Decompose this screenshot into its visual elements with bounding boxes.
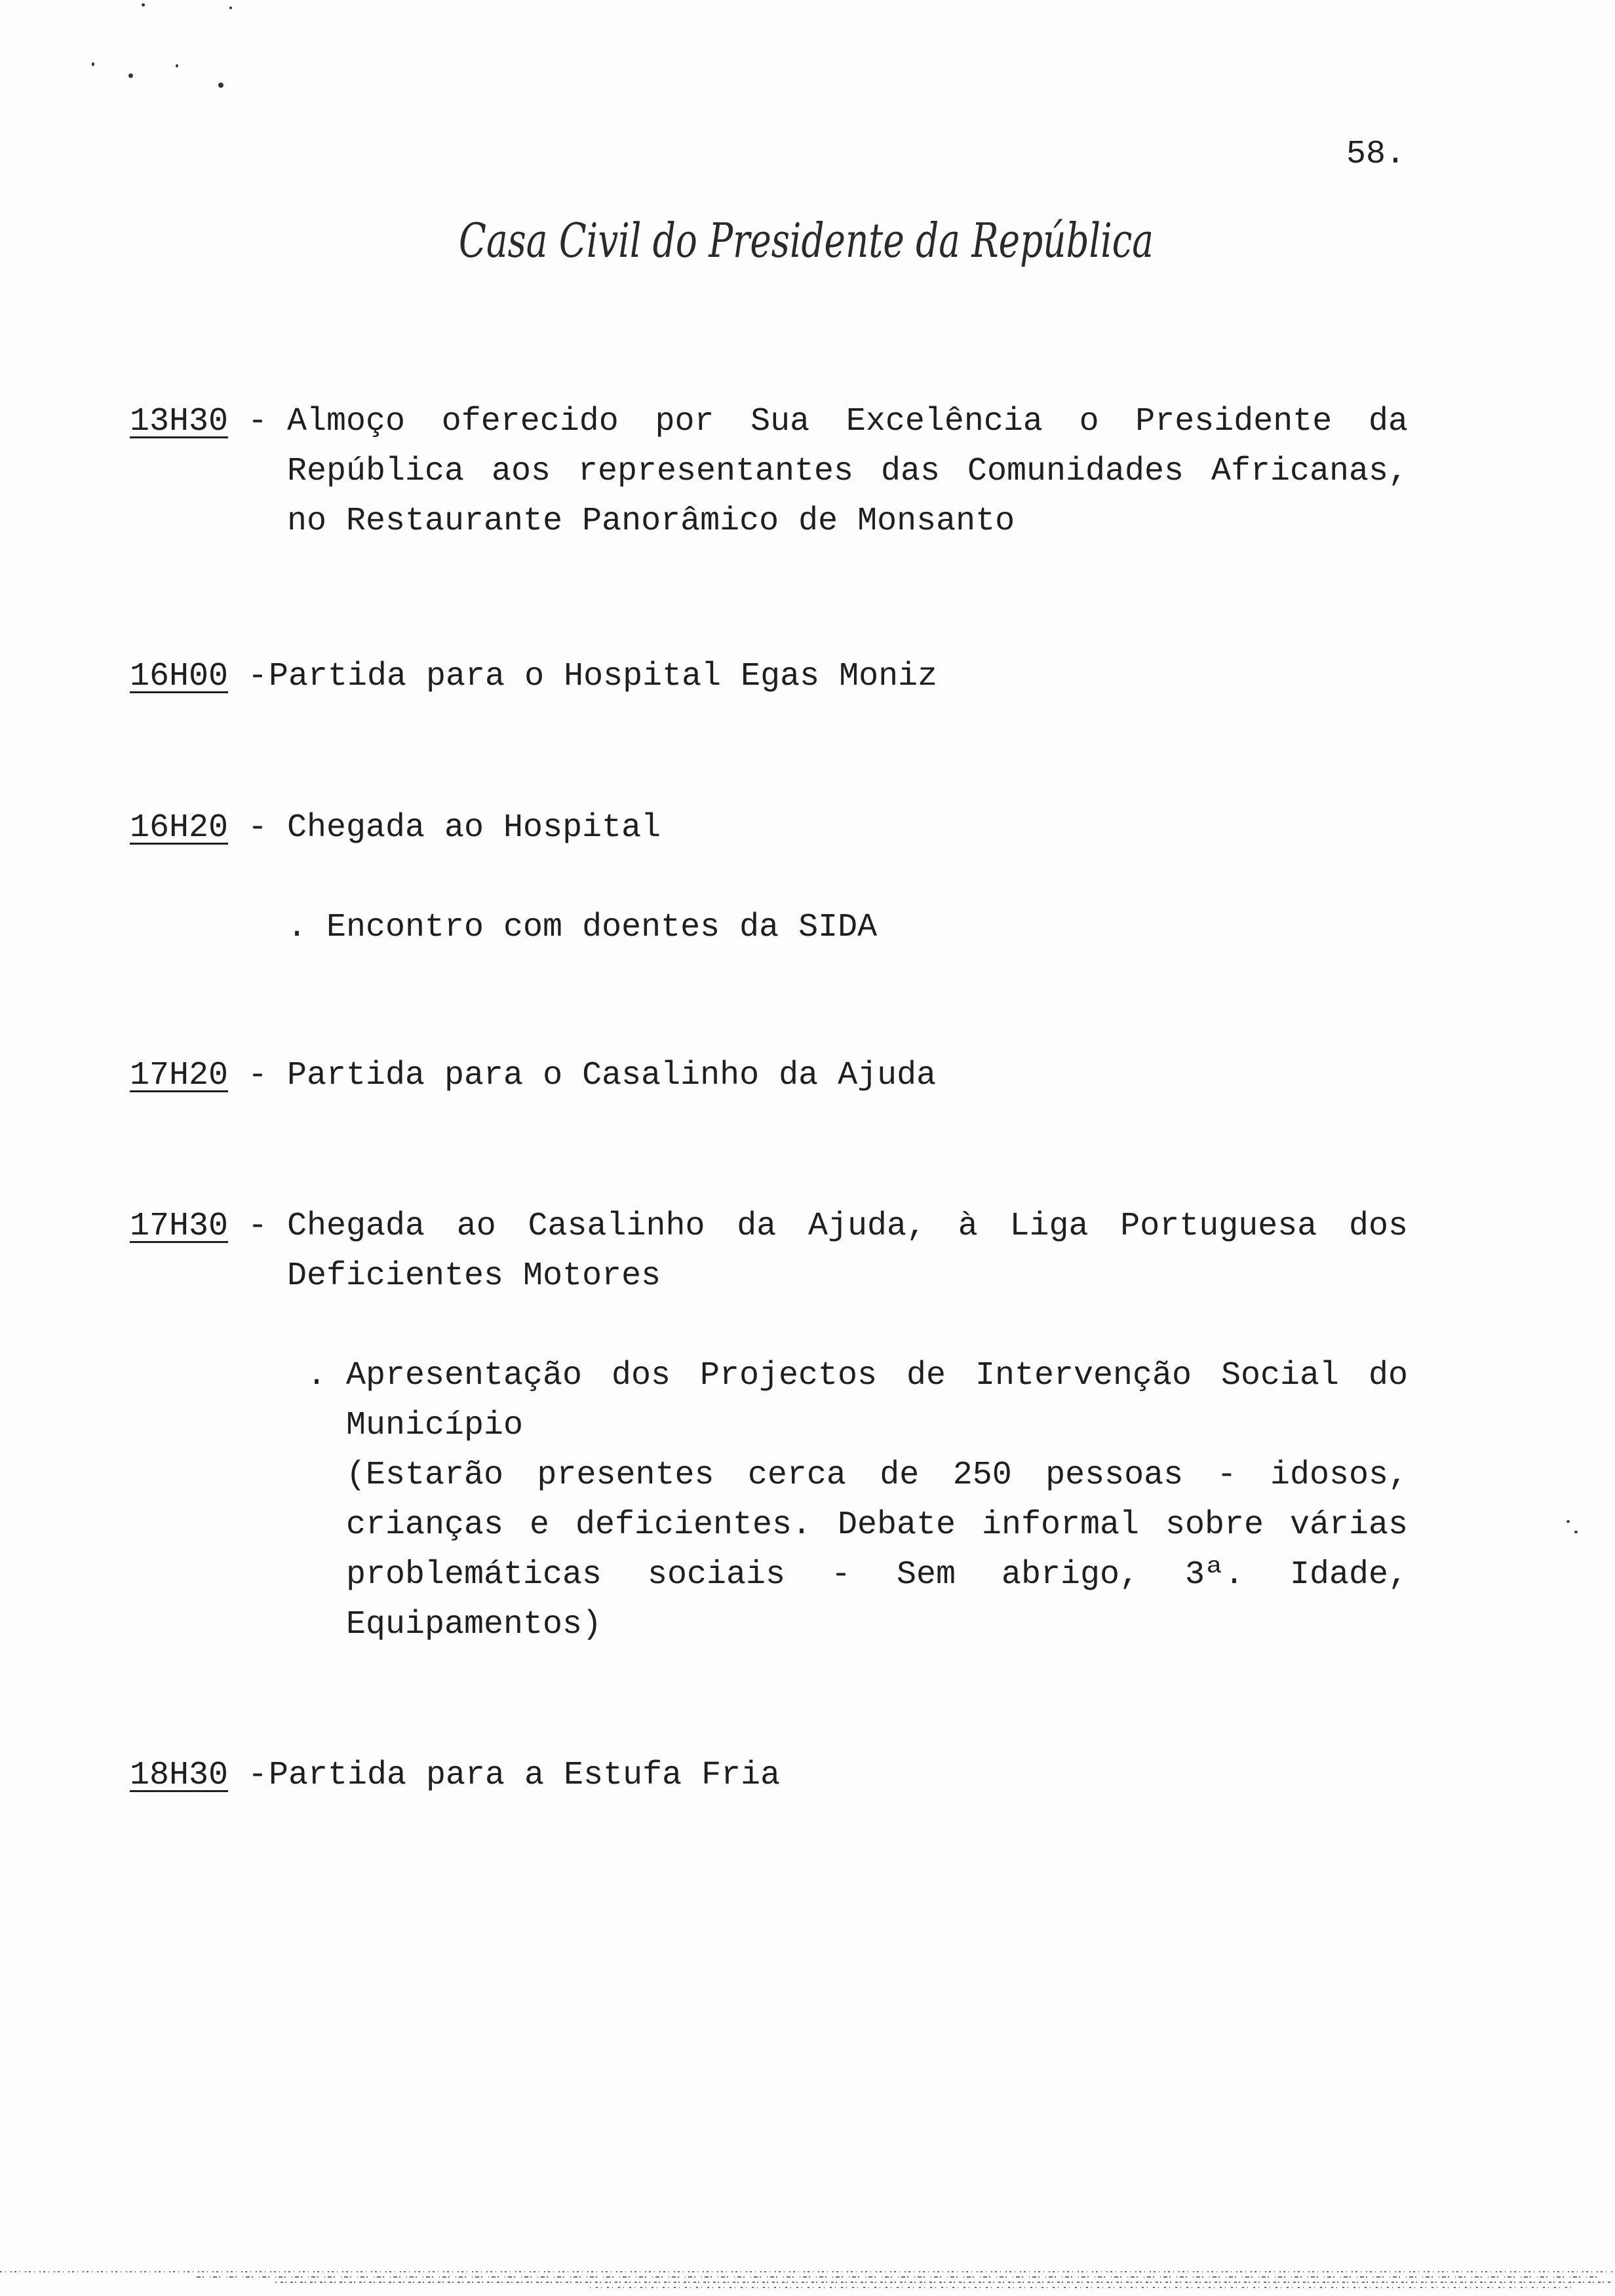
entry-line: Partida para o Hospital Egas Moniz	[269, 658, 938, 695]
sub-item	[130, 903, 1408, 955]
entry-line: República aos representantes das Comunidades Africanas,	[287, 453, 1408, 490]
entry-line: no Restaurante Panorâmico de Monsanto	[287, 503, 1015, 540]
entry-description	[287, 1051, 1408, 1101]
page-number: 58.	[1346, 136, 1406, 173]
letterhead-script	[452, 191, 1173, 290]
sub-item-bullet: .	[307, 1357, 327, 1394]
entry-time: 17H30	[130, 1208, 229, 1245]
sub-item-bullet: .	[287, 909, 307, 946]
sub-item-line: Equipamentos)	[346, 1606, 602, 1643]
scan-speck	[218, 83, 224, 88]
sub-item-text	[346, 1351, 1408, 1650]
scan-noise-graphic	[0, 2264, 1615, 2296]
scan-speck	[1574, 1531, 1578, 1533]
sub-item-line: problemáticas sociais - Sem abrigo, 3ª. Idade,	[346, 1556, 1408, 1594]
sub-item	[130, 1351, 1408, 1653]
entry-separator: -	[248, 658, 268, 695]
entry-separator: -	[248, 1757, 268, 1794]
entry-description	[287, 803, 1408, 853]
entry-line: Partida para o Casalinho da Ajuda	[287, 1057, 937, 1094]
scan-speck	[128, 73, 133, 78]
entry-separator: -	[248, 809, 268, 847]
schedule-entry	[130, 803, 1408, 856]
entry-time: 17H20	[130, 1057, 229, 1094]
sub-item-line: Apresentação dos Projectos de Intervenção Social do	[346, 1357, 1408, 1394]
schedule-entry	[130, 1051, 1408, 1103]
entry-time: 16H00	[130, 658, 229, 695]
entry-time: 18H30	[130, 1757, 229, 1794]
entry-separator: -	[248, 1208, 268, 1245]
schedule-entry	[130, 1751, 1408, 1803]
entry-time: 13H30	[130, 403, 229, 440]
entry-line: Almoço oferecido por Sua Excelência o Presidente da	[287, 403, 1408, 440]
scan-noise-strip	[0, 2264, 1615, 2296]
letterhead	[452, 191, 1173, 290]
entry-description	[287, 1202, 1408, 1301]
scan-speck	[176, 64, 178, 67]
scan-speck	[1566, 1520, 1570, 1523]
entry-separator: -	[248, 1057, 268, 1094]
sub-item-line: Município	[346, 1407, 524, 1444]
scan-speck	[92, 62, 94, 66]
entry-description	[269, 1751, 1408, 1801]
letterhead-text: Casa Civil do Presidente da República	[459, 213, 1154, 268]
entry-time: 16H20	[130, 809, 229, 847]
entry-description	[287, 397, 1408, 546]
entry-line: Partida para a Estufa Fria	[269, 1757, 781, 1794]
scan-speck	[142, 3, 145, 7]
schedule-entry	[130, 652, 1408, 704]
entry-line: Chegada ao Casalinho da Ajuda, à Liga Portuguesa dos	[287, 1208, 1408, 1245]
entry-line: Deficientes Motores	[287, 1257, 661, 1295]
schedule-entry	[130, 1202, 1408, 1307]
sub-item-line: Encontro com doentes da SIDA	[326, 909, 878, 946]
sub-item-line: crianças e deficientes. Debate informal sobre várias	[346, 1506, 1408, 1544]
scan-speck	[229, 7, 232, 9]
entry-separator: -	[248, 403, 268, 440]
entry-description	[269, 652, 1408, 702]
sub-item-text	[326, 903, 1408, 953]
sub-item-line: (Estarão presentes cerca de 250 pessoas - idosos,	[346, 1457, 1408, 1494]
entry-line: Chegada ao Hospital	[287, 809, 661, 847]
schedule-entry	[130, 397, 1408, 554]
